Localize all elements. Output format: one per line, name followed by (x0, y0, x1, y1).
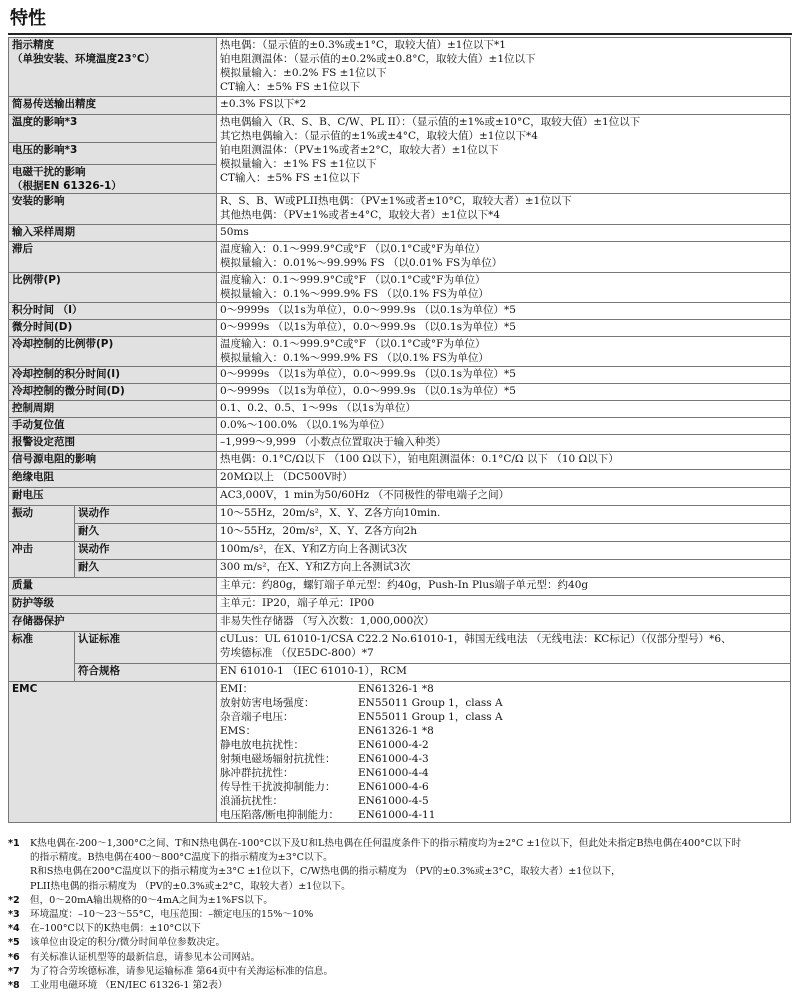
row-value: 温度输入：0.1～999.9°C或°F （以0.1°C或°F为单位） 模拟量输入：0.1%～999.9% FS （以0.1% FS为单位） (217, 273, 791, 303)
table-row (9, 38, 791, 97)
row-value: cULus：UL 61010-1/CSA C22.2 No.61010-1，韩国无线电法 （无线电法：KC标记）（仅部分型号）*6、 劳埃德标准 （仅E5DC-800）*7 (217, 632, 791, 664)
footnote: *4 在–100°C以下的K热电偶：±10°C以下 (8, 923, 201, 935)
row-label: 信号源电阻的影响 (9, 452, 217, 470)
row-value: 100m/s²，在X、Y和Z方向上各测试3次 (217, 542, 791, 560)
row-value: ±0.3% FS以下*2 (217, 97, 791, 115)
row-value: 0～9999s （以1s为单位），0.0～999.9s （以0.1s为单位）*5 (217, 384, 791, 401)
row-value: 300 m/s²，在X、Y和Z方向上各测试3次 (217, 560, 791, 578)
sub-label: 认证标准 (75, 632, 217, 664)
row-value: 温度输入：0.1～999.9°C或°F （以0.1°C或°F为单位） 模拟量输入：0.1%～999.9% FS （以0.1% FS为单位） (217, 337, 791, 367)
row-value: 20MΩ以上 （DC500V时） (217, 470, 791, 488)
sub-label: 耐久 (75, 560, 217, 578)
table-row (9, 242, 791, 273)
table-row (9, 303, 791, 320)
table-row (9, 542, 791, 560)
row-label: 质量 (9, 578, 217, 596)
row-label: 冷却控制的积分时间(I) (9, 367, 217, 384)
sub-label: 误动作 (75, 506, 217, 524)
footnote: *7 为了符合劳埃德标准，请参见运输标准 第64页中有关海运标准的信息。 (8, 965, 334, 977)
footnote: *2 但，0～20mA输出规格的0～4mA之间为±1%FS以下。 (8, 894, 273, 906)
table-row (9, 560, 791, 578)
row-label-shock: 冲击 (9, 542, 75, 578)
row-value: 热电偶：（显示值的±0.3%或±1°C，取较大值）±1位以下*1 铂电阻测温体：（显示值的±0.2%或±0.8°C，取较大值）±1位以下 模拟量输入：±0.2% FS ±1位以下 CT输入：±5% FS ±1位以下 (217, 38, 791, 97)
row-label: 冷却控制的比例带(P) (9, 337, 217, 367)
table-row (9, 664, 791, 682)
sub-label: 误动作 (75, 542, 217, 560)
table-row (9, 225, 791, 242)
row-value: 0～9999s （以1s为单位），0.0～999.9s （以0.1s为单位）*5 (217, 303, 791, 320)
row-value: 0.1、0.2、0.5、1～99s （以1s为单位） (217, 401, 791, 418)
table-row (9, 435, 791, 452)
row-label: 手动复位值 (9, 418, 217, 435)
row-label: 比例带(P) (9, 273, 217, 303)
row-value-influence: 热电偶输入（R、S、B、C/W、PL II）：（显示值的±1%或±10°C，取较大值）±1位以下 其它热电偶输入：（显示值的±1%或±4°C，取较大值）±1位以下*4 铂电阻测温体：（PV±1%或者±2°C，取较大者）±1位以下 模拟量输入：±1% FS ±1位以下 CT输入：±5% FS ±1位以下 (217, 115, 791, 194)
table-row (9, 614, 791, 632)
table-row (9, 337, 791, 367)
footnotes (8, 837, 793, 993)
row-label: 简易传送输出精度 (9, 97, 217, 115)
footnote: *8 工业用电磁环境 （EN/IEC 61326-1 第2表） (8, 980, 228, 992)
row-label: 积分时间 （I） (9, 303, 217, 320)
row-label: 防护等级 (9, 596, 217, 614)
row-label: 安装的影响 (9, 194, 217, 225)
spec-table (8, 37, 791, 823)
row-label-voltage-effect: 电压的影响*3 (9, 143, 217, 165)
row-value: –1,999～9,999 （小数点位置取决于输入种类） (217, 435, 791, 452)
footnote: *6 有关标准认证机型等的最新信息，请参见本公司网站。 (8, 951, 261, 963)
row-value: 0～9999s （以1s为单位），0.0～999.9s （以0.1s为单位）*5 (217, 320, 791, 337)
footnote: *5 该单位由设定的积分/微分时间单位参数决定。 (8, 937, 226, 949)
row-label: 滞后 (9, 242, 217, 273)
row-value: 热电偶：0.1°C/Ω以下 （100 Ω以下），铂电阻测温体：0.1°C/Ω 以下 （10 Ω以下） (217, 452, 791, 470)
row-label: 输入采样周期 (9, 225, 217, 242)
row-label-temperature-effect: 温度的影响*3 (9, 115, 217, 143)
row-value: 主单元：IP20，端子单元：IP00 (217, 596, 791, 614)
footnote: *3 环境温度：–10～23～55°C，电压范围：–额定电压的15%～10% (8, 909, 314, 921)
row-label: 微分时间(D) (9, 320, 217, 337)
table-row (9, 488, 791, 506)
row-value: 非易失性存储器 （写入次数：1,000,000次） (217, 614, 791, 632)
row-value-emc: EMI： EN61326-1 *8 放射妨害电场强度： EN55011 Group 1，class A 杂音端子电压： EN55011 Group 1，class A EMS： EN61326-1 *8 静电放电抗扰性： EN61000-4-2 射频电磁场辐射抗扰性： EN61000-4-3 脉冲群抗扰性： EN61000-4-4 传导性干扰波抑制能力： EN61000-4-6 浪涌抗扰性： EN61000-4-5 电压陷落/断电抑制能力： EN61000-4-11 (217, 682, 791, 823)
row-value: 10～55Hz，20m/s²，X、Y、Z各方向10min. (217, 506, 791, 524)
sub-label: 耐久 (75, 524, 217, 542)
row-label: 耐电压 (9, 488, 217, 506)
table-row (9, 452, 791, 470)
row-value: 50ms (217, 225, 791, 242)
page-title: 特性 (10, 8, 46, 29)
table-row (9, 506, 791, 524)
row-label: 控制周期 (9, 401, 217, 418)
row-label-emi-effect: 电磁干扰的影响 （根据EN 61326-1） (9, 165, 217, 194)
footnote: *1 K热电偶在-200～1,300°C之间、T和N热电偶在-100°C以下及U和L热电偶在任何温度条件下的指示精度均为±2°C ±1位以下，但此处未指定B热电偶在400°C以下时 的指示精度。B热电偶在400～800°C温度下的指示精度为±3°C以下。 R和S热电偶在200°C温度以下的指示精度为±3°C ±1位以下，C/W热电偶的指示精度为 （PV的±0.3%或±3°C，取较大者）±1位以下， PLII热电偶的指示精度为 （PV的±0.3%或±2°C，取较大者）±1位以下。 (8, 838, 742, 892)
row-value: 0.0%～100.0% （以0.1%为单位） (217, 418, 791, 435)
table-row (9, 578, 791, 596)
table-row (9, 97, 791, 115)
table-row (9, 682, 791, 823)
table-row (9, 320, 791, 337)
row-value: AC3,000V，1 min为50/60Hz （不同极性的带电端子之间） (217, 488, 791, 506)
row-label-standards: 标准 (9, 632, 75, 682)
row-label: 报警设定范围 (9, 435, 217, 452)
row-value: 主单元：约80g，螺钉端子单元型：约40g，Push-In Plus端子单元型：约40g (217, 578, 791, 596)
table-row (9, 273, 791, 303)
row-label: 存储器保护 (9, 614, 217, 632)
row-label: 绝缘电阻 (9, 470, 217, 488)
table-row (9, 632, 791, 664)
table-row (9, 194, 791, 225)
table-row (9, 418, 791, 435)
sub-label: 符合规格 (75, 664, 217, 682)
table-row (9, 524, 791, 542)
row-label-emc: EMC (9, 682, 217, 823)
row-label-vibration: 振动 (9, 506, 75, 542)
row-value: 10～55Hz，20m/s²，X、Y、Z各方向2h (217, 524, 791, 542)
table-row (9, 367, 791, 384)
row-value: 温度输入：0.1～999.9°C或°F （以0.1°C或°F为单位） 模拟量输入：0.01%～99.99% FS （以0.01% FS为单位） (217, 242, 791, 273)
table-row (9, 401, 791, 418)
title-divider (8, 33, 792, 35)
table-row (9, 384, 791, 401)
table-row (9, 596, 791, 614)
row-value: 0～9999s （以1s为单位），0.0～999.9s （以0.1s为单位）*5 (217, 367, 791, 384)
table-row (9, 115, 791, 143)
table-row (9, 470, 791, 488)
row-label-indication-accuracy: 指示精度 （单独安装、环境温度23°C） (9, 38, 217, 97)
row-value: EN 61010-1 （IEC 61010-1），RCM (217, 664, 791, 682)
row-value: R、S、B、W或PLII热电偶：（PV±1%或者±10°C，取较大者）±1位以下 其他热电偶：（PV±1%或者±4°C，取较大者）±1位以下*4 (217, 194, 791, 225)
row-label: 冷却控制的微分时间(D) (9, 384, 217, 401)
